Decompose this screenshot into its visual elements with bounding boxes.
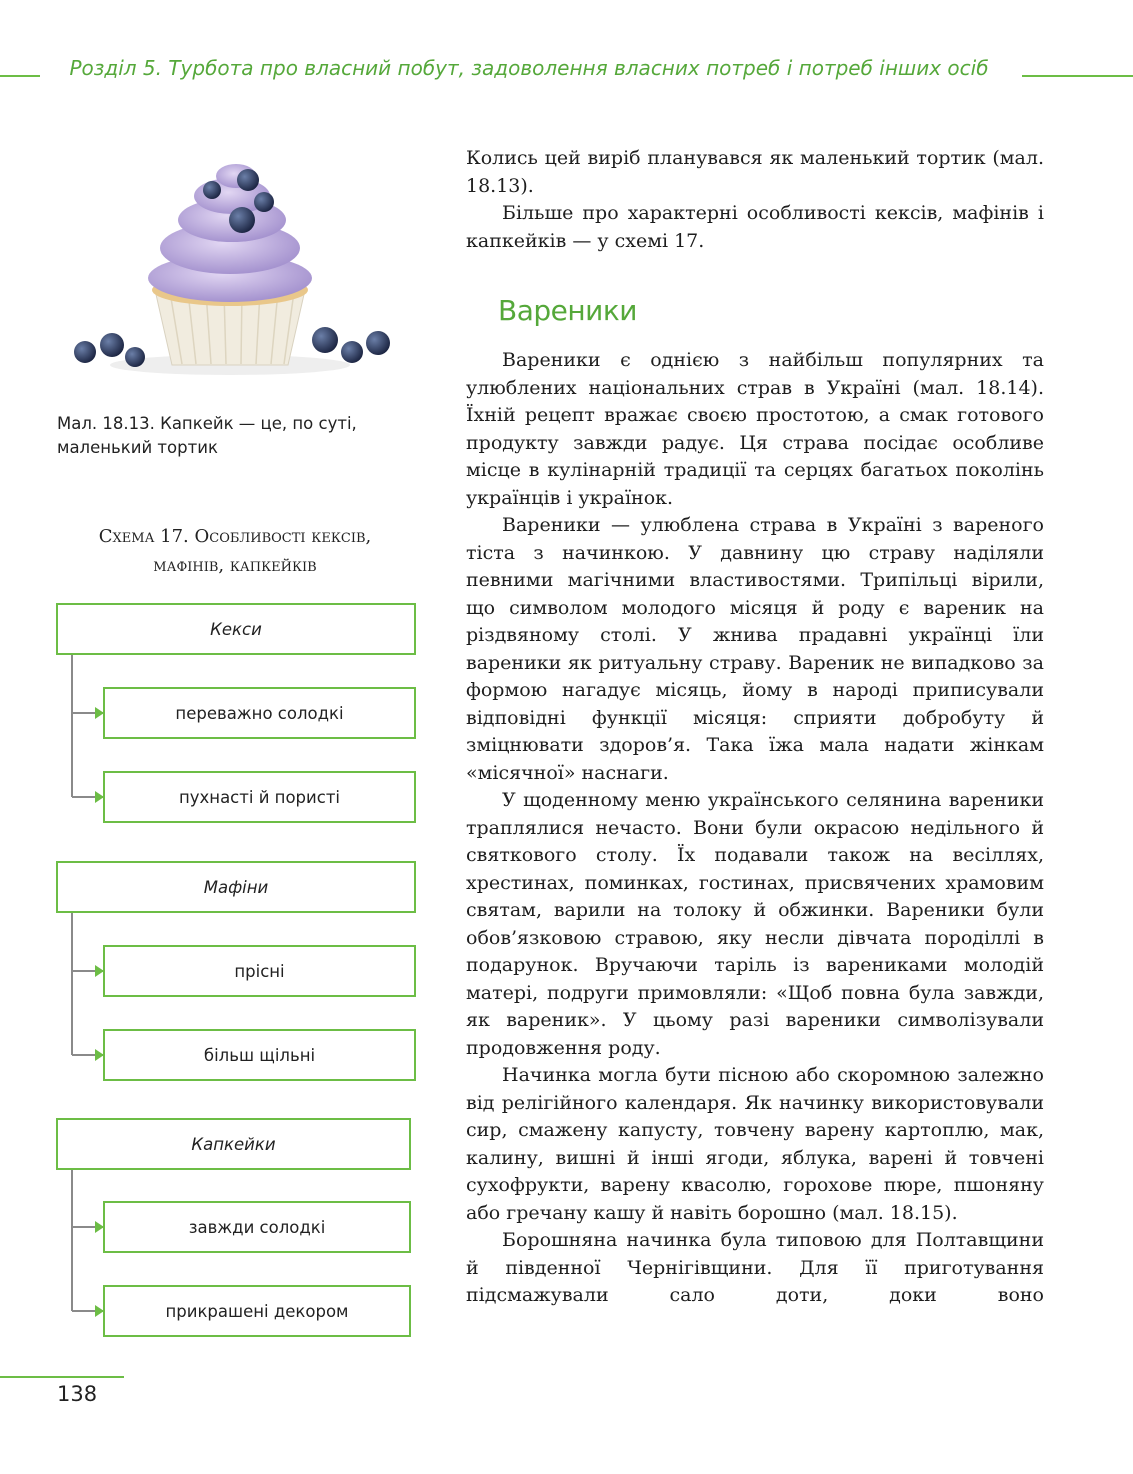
scheme-item-box [103, 771, 416, 823]
scheme-item-box [103, 687, 416, 739]
paragraph: Колись цей виріб планувався як маленький тортик (мал. 18.13). [466, 147, 1044, 197]
scheme-category-label: Мафіни [203, 877, 269, 897]
connector-arrow [72, 796, 103, 798]
scheme-category-box [56, 1118, 411, 1170]
scheme-item-label: пухнасті й пористі [178, 787, 341, 807]
paragraph: У щоденному меню українського селянина вареники траплялися нечасто. Вони були окрасою недільного й святкового столу. Їх подавали також на весіллях, хрестинах, поминках, гостинах, присвячених храмовим святам, варили на толоку й обжинки. Вареники були обов’язковою стравою, яку несли дівчата породіллі в подарунок. Вручаючи таріль із варениками молодій матері, подруги примовляли: «Щоб повна була завжди, як вареник». У цьому разі вареники символізували продовження роду. [466, 789, 1044, 1059]
connector-arrow [72, 712, 103, 714]
paragraph: Борошняна начинка була типовою для Полтавщини й південної Чернігівщини. Для її приготування підсмажували сало доти, доки воно [466, 1229, 1044, 1306]
connector-line [71, 913, 73, 1055]
body-text [466, 347, 1044, 1310]
scheme-item-label: переважно солодкі [175, 703, 344, 723]
scheme-item-label: прикрашені декором [165, 1301, 349, 1321]
header-rule-right [1022, 75, 1133, 77]
scheme-item-box [103, 1029, 416, 1081]
caption-line: Мал. 18.13. Капкейк — це, по суті, [57, 414, 357, 433]
scheme-item-box [103, 1285, 411, 1337]
section-heading: Вареники [498, 294, 637, 327]
intro-text [466, 145, 1044, 255]
scheme-category-label: Кекси [210, 619, 262, 639]
scheme-category-box [56, 603, 416, 655]
figure-caption [57, 412, 397, 460]
connector-arrow [72, 1054, 103, 1056]
scheme-title [55, 522, 415, 580]
page-number: 138 [57, 1382, 98, 1406]
connector-arrow [72, 970, 103, 972]
scheme-category-box [56, 861, 416, 913]
scheme-category-label: Капкейки [191, 1134, 276, 1154]
header-rule-left [0, 75, 40, 77]
scheme-item-label: прісні [234, 961, 285, 981]
connector-arrow [72, 1226, 103, 1228]
cupcake-image [60, 140, 400, 390]
scheme-item-box [103, 1201, 411, 1253]
connector-line [71, 655, 73, 797]
connector-arrow [72, 1310, 103, 1312]
paragraph: Начинка могла бути пісною або скоромною залежно від релігійного календаря. Як начинку використовували сир, смажену капусту, товчену варену картоплю, мак, калину, вишні й інші ягоди, яблука, варені й товчені сухофрукти, варену квасолю, горохове пюре, пшоняну або гречану кашу й навіть борошно (мал. 18.15). [466, 1064, 1044, 1224]
connector-line [71, 1170, 73, 1311]
paragraph: Вареники — улюблена страва в Україні з вареного тіста з начинкою. У давнину цю страву наділяли певними магічними властивостями. Трипільці вірили, що символом молодого місяця й роду є вареник на різдвяному столі. У жнива прадавні українці їли вареники як ритуальну страву. Вареник не випадково за формою нагадує місяць, йому в народі приписували відповідні функції місяця: сприяти добробуту й зміцнювати здоров’я. Така їжа мала надати жінкам «місячної» наснаги. [466, 514, 1044, 784]
paragraph: Більше про характерні особливості кексів, мафінів і капкейків — у схемі 17. [466, 202, 1044, 252]
scheme-item-label: завжди солодкі [188, 1217, 326, 1237]
scheme-title-line: Схема 17. Особливості кексів, [98, 526, 372, 547]
footer-rule [0, 1376, 124, 1378]
scheme-item-box [103, 945, 416, 997]
paragraph: Вареники є однією з найбільш популярних та улюблених національних страв в Україні (мал. 18.14). Їхній рецепт вражає своєю простотою, а смак готового продукту завжди радує. Ця страва посідає особливе місце в кулінарній традиції та серцях багатьох поколінь українців і українок. [466, 349, 1044, 509]
scheme-item-label: більш щільні [203, 1045, 316, 1065]
scheme-title-line: мафінів, капкейків [153, 555, 317, 576]
caption-line: маленький тортик [57, 438, 218, 457]
chapter-header: Розділ 5. Турбота про власний побут, задоволення власних потреб і потреб інших осіб [69, 56, 989, 80]
